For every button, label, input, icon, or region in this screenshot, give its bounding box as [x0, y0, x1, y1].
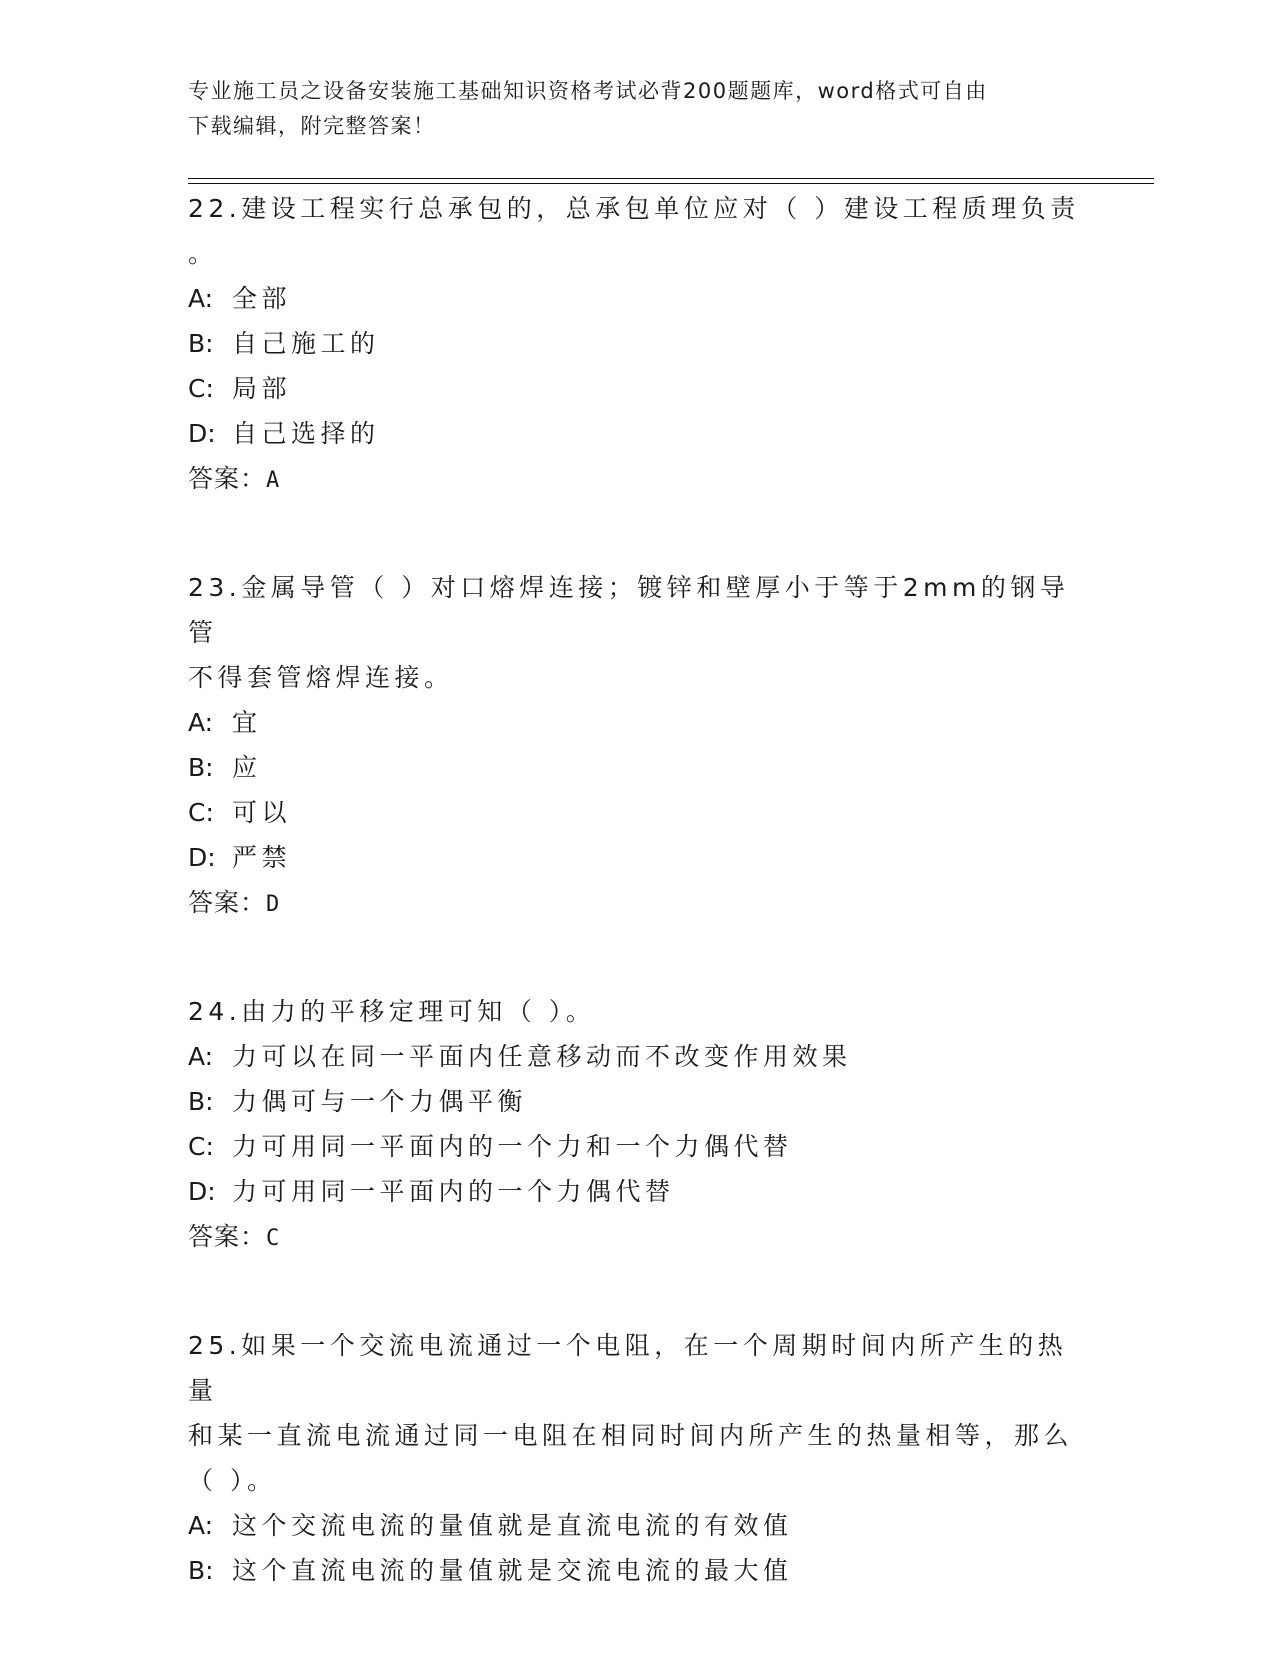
option-text: 宜: [232, 708, 262, 737]
option-a: [188, 276, 1088, 321]
option-text: 力可以在同一平面内任意移动而不改变作用效果: [232, 1042, 852, 1071]
option-c: [188, 790, 1088, 835]
answer-line: [188, 1214, 1088, 1261]
question-24: [188, 989, 1088, 1261]
option-letter: C:: [188, 1132, 214, 1161]
option-letter: B:: [188, 1087, 214, 1116]
option-text: 这个直流电流的量值就是交流电流的最大值: [232, 1556, 793, 1585]
answer-label: 答案：: [188, 1222, 267, 1251]
option-letter: D:: [188, 1177, 216, 1206]
answer-value: A: [266, 468, 281, 493]
question-23: [188, 565, 1088, 927]
question-22: [188, 186, 1088, 503]
option-letter: B:: [188, 329, 214, 358]
option-letter: A:: [188, 284, 214, 313]
question-25: [188, 1323, 1088, 1593]
option-letter: A:: [188, 1042, 214, 1071]
option-letter: C:: [188, 374, 214, 403]
option-text: 力偶可与一个力偶平衡: [232, 1087, 528, 1116]
option-text: 这个交流电流的量值就是直流电流的有效值: [232, 1511, 793, 1540]
question-stem: 22.建设工程实行总承包的，总承包单位应对（ ）建设工程质理负责 。: [188, 194, 1080, 268]
option-letter: B:: [188, 1556, 214, 1585]
option-letter: D:: [188, 843, 216, 872]
option-b: [188, 745, 1088, 790]
option-letter: A:: [188, 1511, 214, 1540]
option-c: [188, 1124, 1088, 1169]
option-a: [188, 1503, 1088, 1548]
answer-label: 答案：: [188, 888, 267, 917]
header-divider-bottom: [188, 183, 1154, 184]
option-b: [188, 321, 1088, 366]
header-line-1: 专业施工员之设备安装施工基础知识资格考试必背200题题库，word格式可自由: [188, 79, 988, 103]
option-letter: A:: [188, 708, 214, 737]
option-d: [188, 1169, 1088, 1214]
option-text: 应: [232, 753, 262, 782]
document-header: [188, 74, 1088, 144]
answer-value: C: [266, 1226, 281, 1251]
option-letter: D:: [188, 419, 216, 448]
answer-value: D: [266, 892, 281, 917]
option-text: 全部: [232, 284, 292, 313]
header-line-2: 下载编辑，附完整答案！: [188, 114, 436, 138]
option-d: [188, 835, 1088, 880]
option-text: 可以: [232, 798, 292, 827]
option-text: 局部: [232, 374, 292, 403]
option-a: [188, 1034, 1088, 1079]
option-b: [188, 1548, 1088, 1593]
option-text: 自己施工的: [232, 329, 380, 358]
answer-line: [188, 880, 1088, 927]
question-stem: 24.由力的平移定理可知（ ）。: [188, 997, 596, 1026]
option-d: [188, 411, 1088, 456]
option-b: [188, 1079, 1088, 1124]
question-stem: 25.如果一个交流电流通过一个电阻，在一个周期时间内所产生的热量 和某一直流电流通过同一电阻在相同时间内所产生的热量相等，那么 （ ）。: [188, 1331, 1074, 1495]
option-a: [188, 700, 1088, 745]
option-text: 自己选择的: [232, 419, 380, 448]
option-letter: C:: [188, 798, 214, 827]
answer-label: 答案：: [188, 464, 267, 493]
question-list: [188, 186, 1088, 1655]
option-text: 严禁: [232, 843, 292, 872]
option-text: 力可用同一平面内的一个力偶代替: [232, 1177, 675, 1206]
option-text: 力可用同一平面内的一个力和一个力偶代替: [232, 1132, 793, 1161]
option-letter: B:: [188, 753, 214, 782]
answer-line: [188, 456, 1088, 503]
option-c: [188, 366, 1088, 411]
question-stem: 23.金属导管（ ）对口熔焊连接；镀锌和壁厚小于等于2mm的钢导管 不得套管熔焊连接。: [188, 573, 1070, 692]
header-divider-top: [188, 178, 1154, 179]
